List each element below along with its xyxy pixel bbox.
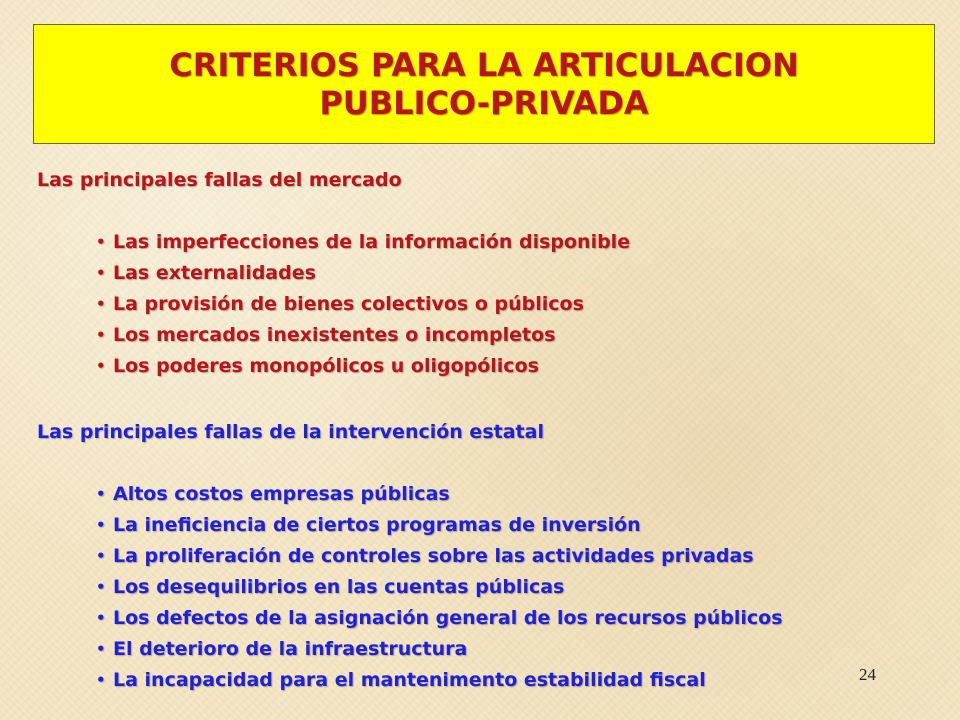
list-item-text: Los poderes monopólicos u oligopólicos (113, 355, 539, 377)
title-box (33, 24, 935, 144)
list-item (0, 576, 783, 607)
list-item-text: Las imperfecciones de la información disponible (113, 231, 631, 253)
list-item-text: Las externalidades (113, 262, 316, 284)
list-item (0, 669, 783, 700)
bullet-icon: • (96, 233, 106, 251)
state-failures-heading: Las principales fallas de la intervención estatal (37, 421, 544, 443)
bullet-icon: • (96, 326, 106, 344)
list-item (0, 607, 783, 638)
slide-title-line-2: PUBLICO-PRIVADA (319, 84, 649, 122)
bullet-icon: • (96, 671, 106, 689)
list-item (0, 231, 630, 262)
bullet-icon: • (96, 485, 106, 503)
list-item-text: Altos costos empresas públicas (113, 483, 450, 505)
slide-number: 24 (859, 665, 876, 684)
list-item-text: Los defectos de la asignación general de los recursos públicos (113, 607, 783, 629)
bullet-icon: • (96, 264, 106, 282)
state-failures-list (0, 483, 783, 700)
bullet-icon: • (96, 609, 106, 627)
bullet-icon: • (96, 547, 106, 565)
list-item (0, 514, 783, 545)
list-item-text: El deterioro de la infraestructura (113, 638, 468, 660)
list-item (0, 483, 783, 514)
list-item (0, 638, 783, 669)
list-item-text: La proliferación de controles sobre las actividades privadas (113, 545, 754, 567)
list-item (0, 324, 630, 355)
market-failures-heading: Las principales fallas del mercado (37, 169, 402, 191)
list-item-text: La incapacidad para el mantenimento estabilidad fiscal (113, 669, 706, 691)
bullet-icon: • (96, 640, 106, 658)
bullet-icon: • (96, 357, 106, 375)
bullet-icon: • (96, 516, 106, 534)
list-item-text: La ineficiencia de ciertos programas de inversión (113, 514, 641, 536)
list-item (0, 293, 630, 324)
list-item-text: La provisión de bienes colectivos o públicos (113, 293, 584, 315)
list-item-text: Los mercados inexistentes o incompletos (113, 324, 556, 346)
list-item-text: Los desequilibrios en las cuentas públicas (113, 576, 565, 598)
market-failures-list (0, 231, 630, 386)
bullet-icon: • (96, 578, 106, 596)
list-item (0, 262, 630, 293)
bullet-icon: • (96, 295, 106, 313)
slide-title-line-1: CRITERIOS PARA LA ARTICULACION (169, 46, 799, 84)
list-item (0, 355, 630, 386)
list-item (0, 545, 783, 576)
